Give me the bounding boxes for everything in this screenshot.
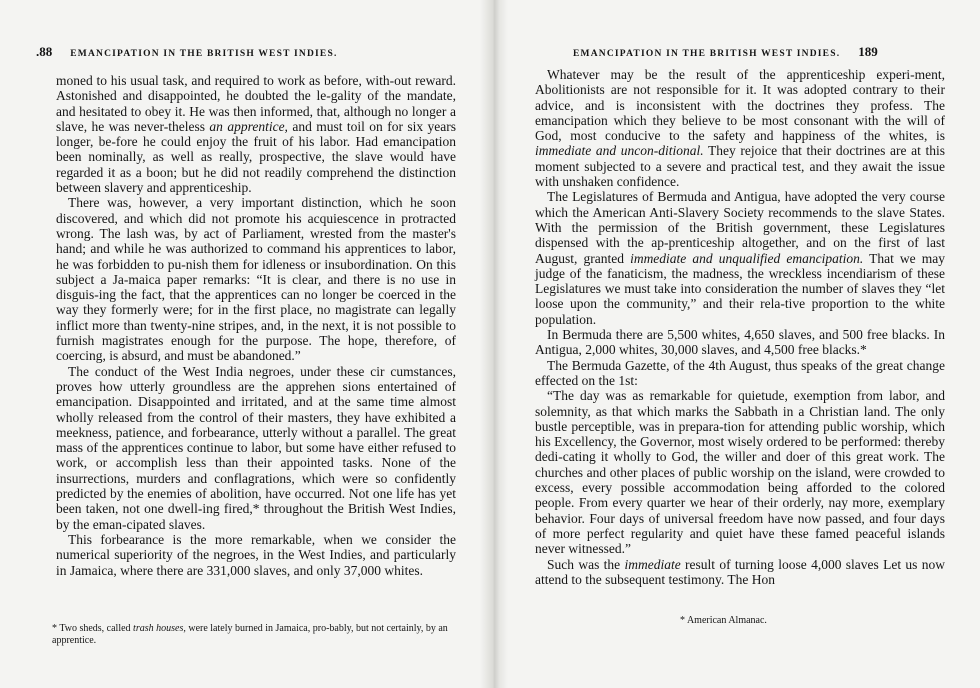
italic-run: an apprentice, (209, 118, 288, 134)
left-body-text (56, 73, 456, 578)
right-page (505, 0, 965, 688)
text-run: The Bermuda Gazette, of the 4th August, thus speaks of the great change effected on the 1st: (535, 357, 945, 388)
italic-run: immediate and unqualified emancipation. (630, 250, 864, 266)
text-run: This forbearance is the more remarkable, when we consider the numerical superiority of the negroes, in the West Indies, and particularly in Jamaica, where there are 331,000 slaves, and only 37,000 whites. (56, 531, 456, 578)
text-run: moned to his usual task, and required to work as before, with-out reward. Astonished and disappointed, he doubted the le-gality of the mandate, and hesitated to obey it. He was then informed, that, although no longer a slave, he was never-theless (56, 73, 456, 134)
left-running-title: EMANCIPATION IN THE BRITISH WEST INDIES. (70, 49, 338, 59)
text-run: * Two sheds, called (52, 623, 134, 634)
right-page-number: 189 (858, 44, 878, 59)
italic-run: immediate and uncon-ditional. (535, 143, 704, 159)
paragraph (535, 189, 945, 327)
right-running-title: EMANCIPATION IN THE BRITISH WEST INDIES. (573, 49, 841, 59)
right-footnote (680, 615, 880, 627)
italic-run: immediate (624, 556, 681, 572)
text-run: Such was the (547, 556, 625, 572)
text-run: “The day was as remarkable for quietude, exemption from labor, and solemnity, as that which marks the Sabbath in a Christian land. The only bustle perceptible, was in prepara-tion for attending public worship, which his Excellency, the Governor, most wisely ordered to be performed: thereby dedi-cating it wholly to God, the willer and doer of this great work. The churches and other places of public worship on the island, were crowded to excess, every possible accommodation being afforded to the colored people. From every quarter we hear of their orderly, nay more, exemplary behavior. Four days of universal freedom have now passed, and four days of more perfect regularity and quiet have these famed peaceful islands never witnessed.” (535, 388, 945, 557)
left-page (0, 0, 460, 688)
paragraph (535, 388, 945, 556)
left-running-head (36, 44, 338, 60)
text-run: There was, however, a very important distinction, which he soon discovered, and which did not promote his acquiescence in protracted wrong. The lash was, by act of Parliament, wrested from the master's hand; and while he was authorized to command his apprentices to labor, he was forbidden to pu-nish them for idleness or insubordination. On this subject a Ja-maica paper remarks: “It is clear, and there is no use in disguis-ing the fact, that the apprentices can no longer be coerced in the way they formerly were; for in the first place, no magistrate can legally inflict more than twenty-nine stripes, and, in the next, it is not possible to furnish magistrates enough for the purpose. The hope, therefore, of coercing, is absurd, and must be abandoned.” (56, 195, 456, 364)
text-run: result of turning loose 4,000 slaves Let us now attend to the subsequent testimony. The Hon (535, 556, 945, 587)
paragraph (56, 73, 456, 195)
italic-run: trash houses, (133, 623, 186, 634)
text-run: Whatever may be the result of the apprenticeship experi-ment, Abolitionists are not responsible for it. It was adopted contrary to their advice, and is inconsistent with the doctrines they profess. The emancipation which they believe to be most consonant with the will of God, most conducive to the safety and happiness of the whites, is (535, 67, 945, 144)
text-run: In Bermuda there are 5,500 whites, 4,650 slaves, and 500 free blacks. In Antigua, 2,000 whites, 30,000 slaves, and 4,500 free blacks.* (535, 327, 945, 358)
book-gutter (480, 0, 508, 688)
left-footnote (52, 623, 472, 646)
text-run: * American Almanac. (680, 615, 767, 626)
left-page-number: .88 (36, 44, 53, 59)
text-run: The conduct of the West India negroes, under these cir cumstances, proves how utterly groundless are the apprehen sions entertained of emancipation. Disappointed and irritated, and at the same time almost wholly released from the control of their masters, they have exhibited a meekness, patience, and forbearance, utterly without a parallel. The great mass of the apprentices continue to labor, but some have either refused to work, or accomplish less than their appointed tasks. None of the insurrections, murders and conflagrations, which were so confidently predicted by the enemies of abolition, have occurred. Not one life has yet been taken, not one dwell-ing fired,* throughout the British West Indies, by the eman-cipated slaves. (56, 363, 456, 532)
text-run: were lately burned in Jamaica, pro-bably, but not certainly, by an apprentice. (52, 623, 448, 646)
paragraph (56, 532, 456, 578)
right-running-head (573, 44, 878, 60)
right-body-text (535, 67, 945, 587)
paragraph (535, 67, 945, 189)
text-run: That we may judge of the fanaticism, the madness, the wreckless incendiarism of these Legislatures we must take into consideration the number of slaves they “let loose upon the community,” and their rela-tive proportion to the white population. (535, 250, 946, 327)
paragraph (535, 358, 945, 389)
paragraph (535, 557, 945, 588)
text-run: They rejoice that their doctrines are at this moment subjected to a severe and practical test, and they await the issue with unshaken confidence. (535, 143, 945, 190)
text-run: and must toil on for six years longer, be-fore he could enjoy the fruit of his labor. Had emancipation been nominally, as well as really, prospective, the slave would have regarded it as a boon; but he did not readily comprehend the distinction between slavery and apprenticeship. (56, 118, 456, 196)
paragraph (56, 364, 456, 532)
text-run: The Legislatures of Bermuda and Antigua, have adopted the very course which the American Anti-Slavery Society recommends to the slave States. With the permission of the British government, these Legislatures dispensed with the ap-prenticeship altogether, and on the first of last August, granted (535, 189, 945, 266)
paragraph (56, 195, 456, 363)
paragraph (535, 327, 945, 358)
